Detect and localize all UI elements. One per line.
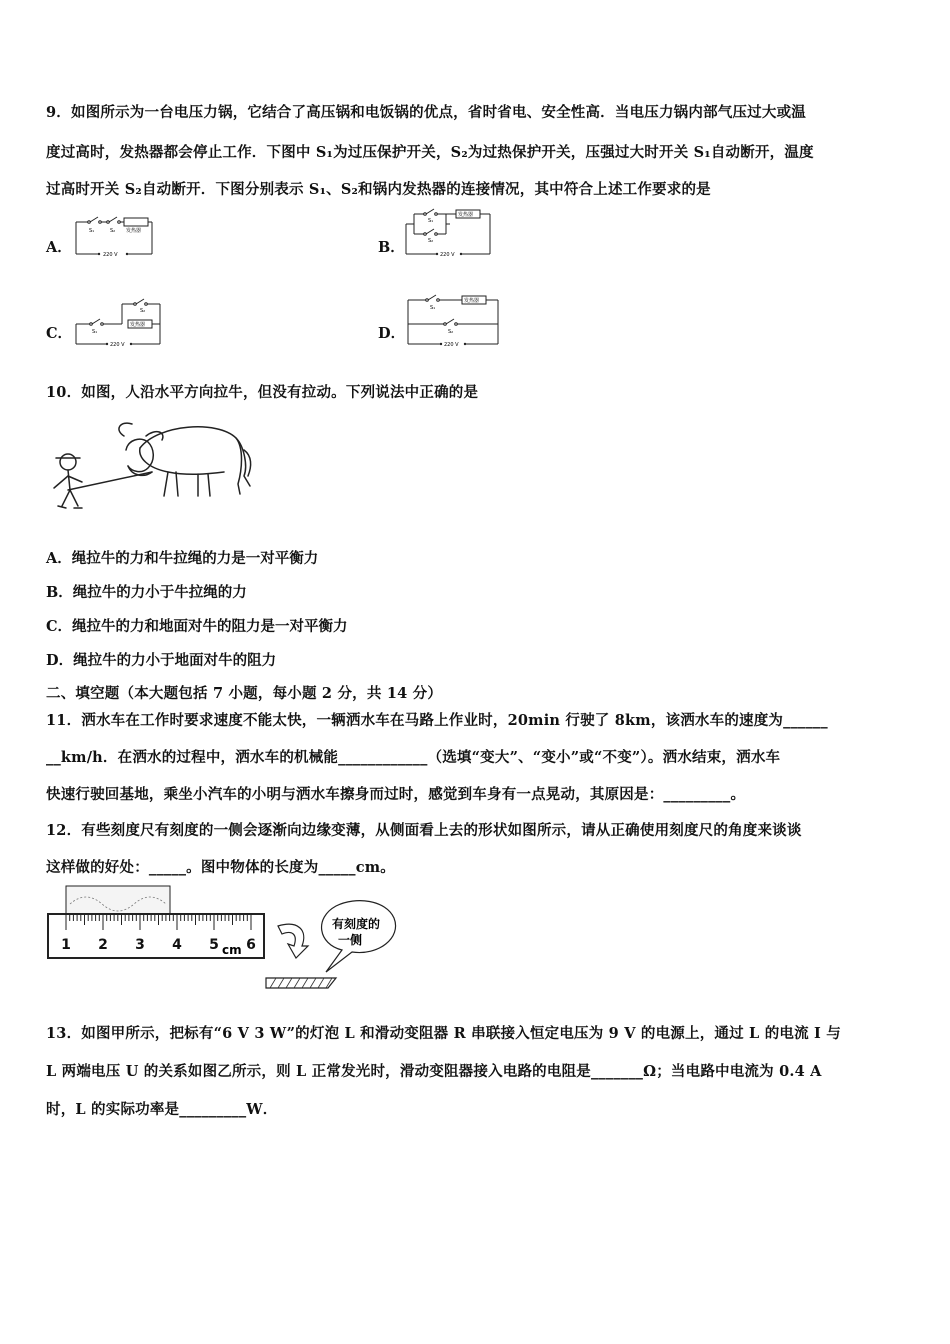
circuit-diagram-a bbox=[74, 212, 154, 260]
ruler-number-1: 1 bbox=[61, 937, 71, 953]
q9-line-1: 9．如图所示为一台电压力锅，它结合了高压锅和电饭锅的优点，省时省电、安全性高．当电压力锅内部气压过大或温 bbox=[46, 104, 806, 121]
q9-option-d-label[interactable]: D． bbox=[378, 325, 406, 342]
q13-line-2: L 两端电压 U 的关系如图乙所示，则 L 正常发光时，滑动变阻器接入电路的电阻是_______Ω；当电路中电流为 0.4 A bbox=[46, 1063, 822, 1080]
ruler-number-2: 2 bbox=[98, 937, 108, 953]
q10-option-a[interactable]: A．绳拉牛的力和牛拉绳的力是一对平衡力 bbox=[46, 550, 319, 567]
circuit-diagram-b bbox=[404, 206, 494, 262]
bubble-text-line-1: 有刻度的 bbox=[332, 917, 381, 931]
circuit-d-voltage-label: 220 V bbox=[444, 342, 459, 348]
q9-line-3: 过高时开关 S₂自动断开．下图分别表示 S₁、S₂和锅内发热器的连接情况，其中符合上述工作要求的是 bbox=[46, 181, 711, 198]
circuit-b-heater-label: 发热器 bbox=[458, 212, 474, 218]
circuit-a-s2-label: S₂ bbox=[110, 228, 116, 234]
q13-line-1: 13．如图甲所示，把标有“6 V 3 W”的灯泡 L 和滑动变阻器 R 串联接入恒定电压为 9 V 的电源上，通过 L 的电流 I 与 bbox=[46, 1025, 841, 1042]
ruler-unit-label: cm bbox=[222, 943, 242, 957]
circuit-diagram-d bbox=[404, 292, 504, 352]
q10-option-b[interactable]: B．绳拉牛的力小于牛拉绳的力 bbox=[46, 584, 247, 601]
ruler-number-4: 4 bbox=[172, 937, 182, 953]
q11-line-2: __km/h．在洒水的过程中，洒水车的机械能____________（选填“变大”、“变小”或“不变”）。洒水结束，洒水车 bbox=[46, 749, 781, 766]
section-heading-fill-in: 二、填空题（本大题包括 7 小题，每小题 2 分，共 14 分） bbox=[46, 685, 443, 702]
circuit-c-s1-label: S₁ bbox=[92, 329, 98, 335]
ruler-number-5: 5 bbox=[209, 937, 219, 953]
bubble-text-line-2: 一侧 bbox=[338, 933, 363, 947]
circuit-a-heater-label: 发热器 bbox=[126, 228, 142, 234]
circuit-b-s1-label: S₁ bbox=[428, 218, 434, 224]
ruler-number-6: 6 bbox=[246, 937, 256, 953]
circuit-d-s1-label: S₁ bbox=[430, 305, 436, 311]
q9-option-b-label[interactable]: B． bbox=[378, 239, 405, 256]
measured-object bbox=[66, 886, 170, 914]
ruler-number-3: 3 bbox=[135, 937, 145, 953]
q10-stem: 10．如图，人沿水平方向拉牛，但没有拉动。下列说法中正确的是 bbox=[46, 384, 479, 401]
person-pulling-ox-illustration bbox=[48, 410, 258, 520]
circuit-c-voltage-label: 220 V bbox=[110, 342, 125, 348]
q12-line-1: 12．有些刻度尺有刻度的一侧会逐渐向边缘变薄，从侧面看上去的形状如图所示，请从正确使用刻度尺的角度来谈谈 bbox=[46, 822, 802, 839]
circuit-c-s2-label: S₂ bbox=[140, 308, 146, 314]
q11-line-3: 快速行驶回基地，乘坐小汽车的小明与洒水车擦身而过时，感觉到车身有一点晃动，其原因是：_________。 bbox=[46, 786, 746, 803]
circuit-diagram-c bbox=[74, 296, 164, 352]
ruler-cross-section bbox=[266, 978, 336, 988]
circuit-b-voltage-label: 220 V bbox=[440, 252, 455, 258]
circuit-c-heater-label: 发热器 bbox=[130, 322, 146, 328]
curved-arrow-icon bbox=[278, 924, 308, 958]
q11-line-1: 11．洒水车在工作时要求速度不能太快，一辆洒水车在马路上作业时，20min 行驶了 8km，该洒水车的速度为______ bbox=[46, 712, 828, 729]
q9-line-2: 度过高时，发热器都会停止工作．下图中 S₁为过压保护开关，S₂为过热保护开关，压强过大时开关 S₁自动断开，温度 bbox=[46, 144, 814, 161]
circuit-b-s2-label: S₂ bbox=[428, 238, 434, 244]
circuit-a-s1-label: S₁ bbox=[89, 228, 95, 234]
circuit-a-voltage-label: 220 V bbox=[103, 252, 118, 258]
circuit-d-s2-label: S₂ bbox=[448, 329, 454, 335]
q13-line-3: 时，L 的实际功率是_________W． bbox=[46, 1101, 278, 1118]
q12-line-2: 这样做的好处：_____。图中物体的长度为_____cm。 bbox=[46, 859, 395, 876]
ruler-measurement-figure bbox=[46, 884, 406, 994]
q10-option-d[interactable]: D．绳拉牛的力小于地面对牛的阻力 bbox=[46, 652, 277, 669]
q10-option-c[interactable]: C．绳拉牛的力和地面对牛的阻力是一对平衡力 bbox=[46, 618, 348, 635]
circuit-d-heater-label: 发热器 bbox=[464, 298, 480, 304]
q9-option-c-label[interactable]: C． bbox=[46, 325, 73, 342]
q9-option-a-label[interactable]: A． bbox=[46, 239, 72, 256]
